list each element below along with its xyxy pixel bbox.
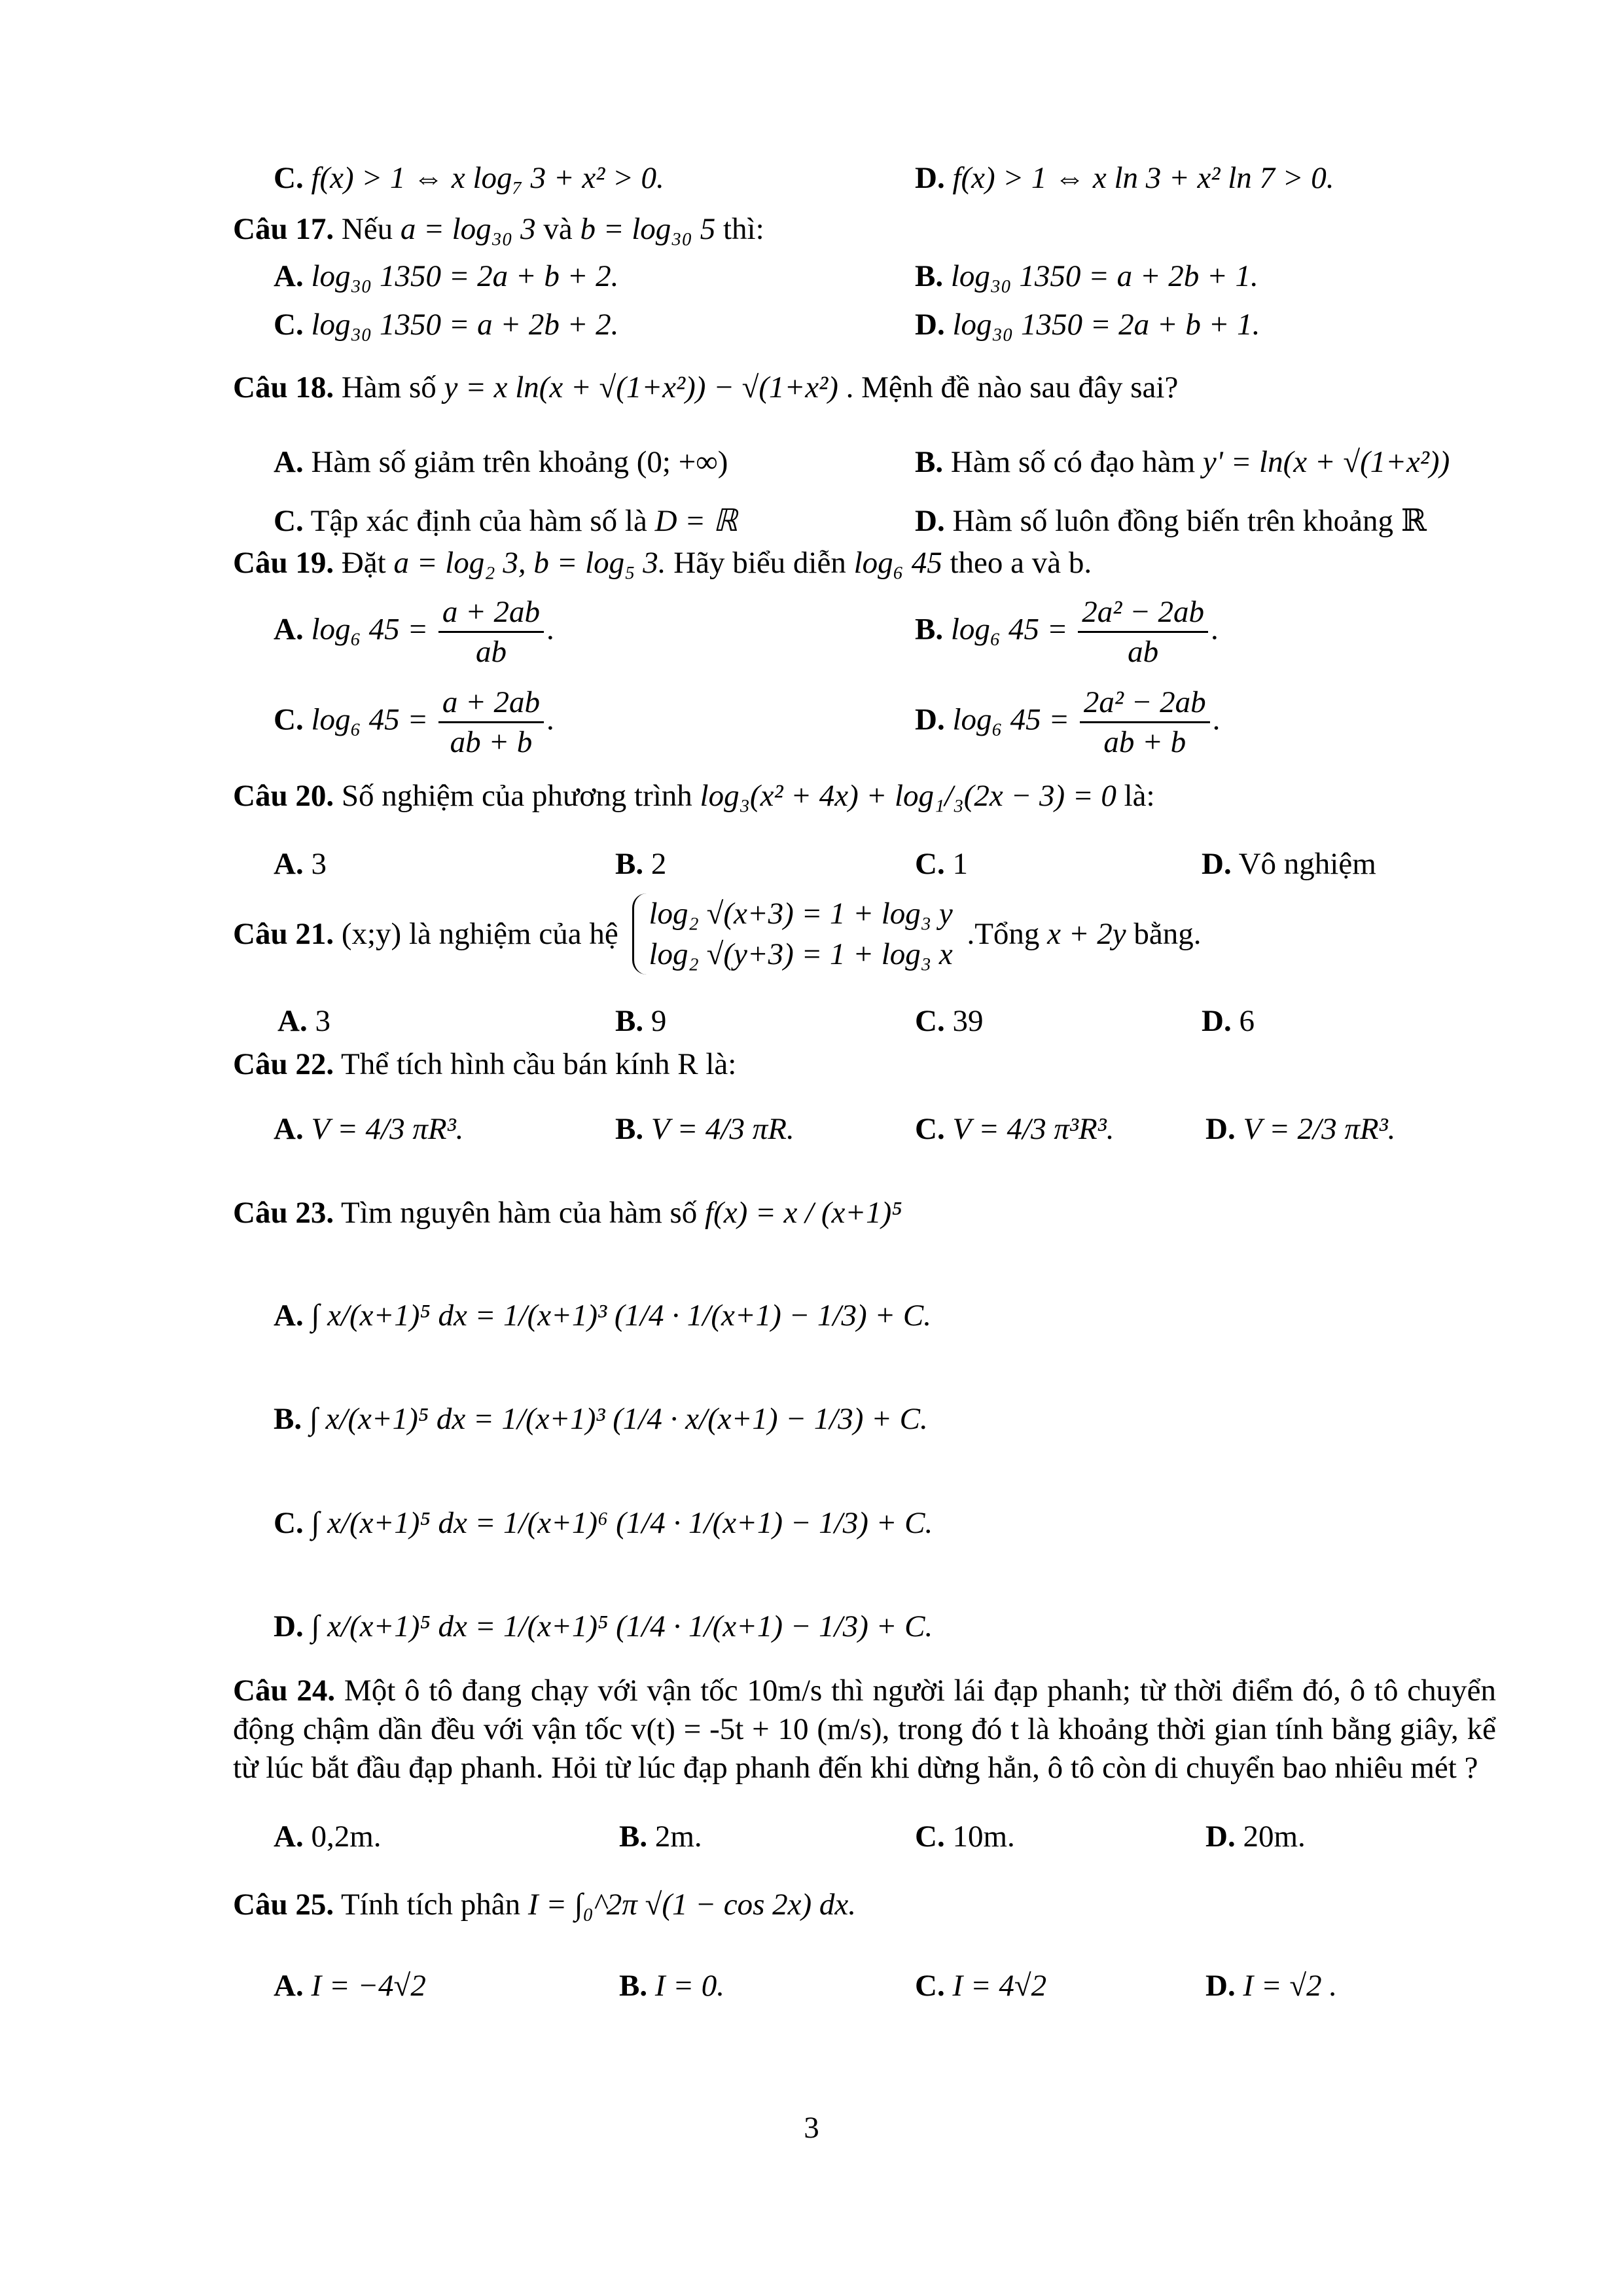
- option-lhs: log₆ 45 =: [952, 702, 1070, 737]
- question-label: Câu 17.: [233, 212, 334, 246]
- q17-option-b: [915, 257, 1258, 296]
- math-expression: b = log₃₀ 5: [580, 212, 716, 246]
- question-text: Đặt: [341, 546, 386, 580]
- q25-option-d: [1205, 1966, 1337, 2005]
- option-expression: V = 4/3 πR³.: [311, 1112, 464, 1146]
- question-text: Một ô tô đang chạy với vận tốc 10m/s thì người lái đạp phanh; từ thời điểm đó, ô tô chuyển động chậm dần đều với vận tốc v(t) = -5t + 10 (m/s), trong đó t là khoảng thời gian tính bằng giây, kể từ lúc bắt đầu đạp phanh. Hỏi từ lúc đạp phanh đến khi dừng hẳn, ô tô còn di chuyển bao nhiêu mét ?: [233, 1674, 1497, 1785]
- question-label: Câu 20.: [233, 779, 334, 813]
- numerator: a + 2ab: [438, 683, 544, 723]
- equation-system: [632, 893, 952, 975]
- option-label: B.: [615, 847, 644, 881]
- q24-option-c: [915, 1817, 1015, 1856]
- option-text: Hàm số giảm trên khoảng (0; +∞): [311, 445, 728, 479]
- q21-question: [233, 893, 1201, 975]
- option-label: B.: [915, 612, 944, 647]
- question-text: Thể tích hình cầu bán kính R là:: [341, 1047, 737, 1081]
- option-label: C.: [915, 1820, 945, 1854]
- q23-question: [233, 1183, 902, 1242]
- option-text: 2m.: [654, 1820, 702, 1854]
- option-lhs: log₆ 45 =: [311, 612, 429, 647]
- math-expression: y = x ln(x + √(1+x²)) − √(1+x²): [444, 370, 838, 404]
- option-text: 9: [651, 1004, 667, 1038]
- option-label: B.: [915, 259, 944, 293]
- q24-option-d: [1205, 1817, 1306, 1856]
- math-expression: f(x) = x / (x+1)⁵: [705, 1196, 902, 1230]
- q22-option-b: [615, 1100, 794, 1158]
- q18-option-d: [915, 501, 1427, 541]
- q21-option-b: [615, 1001, 666, 1041]
- q20-option-b: [615, 844, 666, 884]
- q23-option-c: [274, 1494, 933, 1552]
- option-expression: D = ℝ: [654, 504, 738, 538]
- option-expression: y' = ln(x + √(1+x²)): [1202, 445, 1450, 479]
- option-label: D.: [1205, 1969, 1236, 2003]
- option-label: A.: [274, 1112, 304, 1146]
- option-label: A.: [277, 1004, 308, 1038]
- option-text: 10m.: [952, 1820, 1015, 1854]
- q20-option-d: [1202, 844, 1376, 884]
- question-label: Câu 23.: [233, 1196, 334, 1230]
- option-expression: ∫ x/(x+1)⁵ dx = 1/(x+1)⁵ (1/4 · 1/(x+1) − 1/3) + C.: [311, 1609, 933, 1643]
- option-text: 20m.: [1243, 1820, 1306, 1854]
- q25-option-b: [619, 1966, 724, 2005]
- question-label: Câu 19.: [233, 546, 334, 580]
- q24-question: [233, 1672, 1496, 1787]
- question-text: bằng.: [1133, 917, 1202, 951]
- q18-question: [233, 368, 1178, 407]
- option-label: C.: [915, 1004, 945, 1038]
- option-label: B.: [274, 1402, 302, 1436]
- q22-option-d: [1205, 1100, 1395, 1158]
- option-label: C.: [915, 1969, 945, 2003]
- option-expression: V = 4/3 π³R³.: [952, 1112, 1115, 1146]
- option-label: A.: [274, 259, 304, 293]
- option-expression: ∫ x/(x+1)⁵ dx = 1/(x+1)³ (1/4 · 1/(x+1) − 1/3) + C.: [311, 1299, 931, 1333]
- q24-option-b: [619, 1817, 702, 1856]
- q19-option-c: C. log₆ 45 = $\frac{a + 2ab}{ab + b}$ .: [274, 683, 554, 761]
- option-expression: f(x) > 1 ⇔ x ln 3 + x² ln 7 > 0.: [952, 161, 1334, 195]
- q17-option-a: [274, 257, 618, 296]
- q23-option-d: [274, 1597, 933, 1656]
- q24-option-a: [274, 1817, 382, 1856]
- question-text: Số nghiệm của phương trình: [341, 779, 692, 813]
- option-label: A.: [274, 847, 304, 881]
- q19-option-a: A. log₆ 45 = $\frac{a + 2ab}{ab}$ .: [274, 593, 554, 671]
- q23-option-b: [274, 1390, 928, 1448]
- math-expression: log₃(x² + 4x) + log₁/₃(2x − 3) = 0: [700, 779, 1116, 813]
- fraction: [1080, 683, 1210, 761]
- q17-option-d: [915, 305, 1260, 344]
- option-label: A.: [274, 1969, 304, 2003]
- question-text: Nếu: [341, 212, 393, 246]
- question-label: Câu 25.: [233, 1888, 334, 1922]
- option-label: A.: [274, 612, 304, 647]
- option-label: D.: [1202, 847, 1232, 881]
- q21-option-d: [1202, 1001, 1255, 1041]
- option-label: C.: [915, 1112, 945, 1146]
- q25-option-c: [915, 1966, 1046, 2005]
- q25-question: [233, 1885, 856, 1924]
- option-text: 3: [315, 1004, 330, 1038]
- question-label: Câu 22.: [233, 1047, 334, 1081]
- math-expression: x + 2y: [1047, 917, 1126, 951]
- option-label: A.: [274, 1299, 304, 1333]
- option-lhs: log₆ 45 =: [311, 702, 429, 737]
- option-text: 2: [651, 847, 667, 881]
- option-expression: ∫ x/(x+1)⁵ dx = 1/(x+1)³ (1/4 · x/(x+1) − 1/3) + C.: [309, 1402, 928, 1436]
- math-expression: log₆ 45: [853, 546, 942, 580]
- q17-option-c: [274, 305, 618, 344]
- question-text: Tìm nguyên hàm của hàm số: [341, 1196, 698, 1230]
- option-label: C.: [274, 504, 304, 538]
- option-label: C.: [274, 161, 304, 195]
- math-expression: a = log₃₀ 3: [400, 212, 536, 246]
- denominator: ab: [1128, 635, 1159, 669]
- option-expression: log₃₀ 1350 = a + 2b + 2.: [311, 308, 619, 342]
- question-label: Câu 18.: [233, 370, 334, 404]
- fraction: [438, 593, 544, 671]
- option-text: 39: [952, 1004, 984, 1038]
- question-label: Câu 21.: [233, 917, 334, 951]
- option-text: Tập xác định của hàm số là: [310, 504, 647, 538]
- q22-question: [233, 1045, 736, 1084]
- numerator: 2a² − 2ab: [1078, 593, 1208, 633]
- option-expression: I = −4√2: [311, 1969, 426, 2003]
- denominator: ab + b: [450, 725, 533, 759]
- q20-option-c: [915, 844, 968, 884]
- question-text: theo a và b.: [950, 546, 1092, 580]
- option-text: 3: [311, 847, 327, 881]
- q19-option-b: B. log₆ 45 = $\frac{\text{2a² − 2ab}}{ab}$ .: [915, 593, 1219, 671]
- option-lhs: log₆ 45 =: [950, 612, 1068, 647]
- option-label: A.: [274, 445, 304, 479]
- q21-option-c: [915, 1001, 983, 1041]
- option-text: 6: [1239, 1004, 1255, 1038]
- option-expression: I = 4√2: [952, 1969, 1047, 2003]
- option-label: C.: [274, 308, 304, 342]
- option-label: D.: [1202, 1004, 1232, 1038]
- option-label: B.: [619, 1969, 648, 2003]
- question-text: Tính tích phân: [341, 1888, 521, 1922]
- question-text: .Tổng: [967, 917, 1040, 951]
- option-label: D.: [1205, 1112, 1236, 1146]
- option-text: Vô nghiệm: [1238, 847, 1376, 881]
- q16-option-d: [915, 158, 1334, 198]
- option-label: D.: [915, 308, 945, 342]
- option-label: C.: [274, 702, 304, 737]
- option-label: B.: [615, 1004, 644, 1038]
- option-label: B.: [619, 1820, 648, 1854]
- math-expression: I = ∫₀^2π √(1 − cos 2x) dx.: [527, 1888, 857, 1922]
- option-text: Hàm số có đạo hàm: [950, 445, 1196, 479]
- numerator: a + 2ab: [438, 593, 544, 633]
- q20-question: [233, 776, 1155, 816]
- numerator: 2a² − 2ab: [1080, 683, 1210, 723]
- q19-question: [233, 543, 1092, 583]
- q21-option-a: [277, 1001, 330, 1041]
- denominator: ab: [475, 635, 507, 669]
- option-expression: ∫ x/(x+1)⁵ dx = 1/(x+1)⁶ (1/4 · 1/(x+1) − 1/3) + C.: [311, 1506, 933, 1540]
- option-text: 1: [952, 847, 968, 881]
- option-label: B.: [915, 445, 944, 479]
- equation-2: log₂ √(y+3) = 1 + log₃ x: [649, 937, 953, 971]
- q20-option-a: [274, 844, 327, 884]
- q22-option-a: [274, 1100, 463, 1158]
- q25-option-a: [274, 1966, 426, 2005]
- fraction: [1078, 593, 1208, 671]
- option-label: C.: [274, 1506, 304, 1540]
- question-text: . Mệnh đề nào sau đây sai?: [846, 370, 1179, 404]
- page-number: 3: [804, 2111, 819, 2145]
- q22-option-c: [915, 1100, 1115, 1158]
- option-expression: I = √2 .: [1243, 1969, 1338, 2003]
- option-expression: log₃₀ 1350 = 2a + b + 2.: [311, 259, 619, 293]
- option-label: D.: [1205, 1820, 1236, 1854]
- fraction: [438, 683, 544, 761]
- question-label: Câu 24.: [233, 1674, 336, 1708]
- q17-question: [233, 209, 764, 249]
- math-expression: a = log₂ 3, b = log₅ 3.: [393, 546, 666, 580]
- option-expression: f(x) > 1 ⇔ x log₇ 3 + x² > 0.: [311, 161, 664, 195]
- option-label: A.: [274, 1820, 304, 1854]
- q18-option-c: [274, 501, 738, 541]
- question-text: là:: [1124, 779, 1155, 813]
- question-text: (x;y) là nghiệm của hệ: [341, 917, 618, 951]
- question-text: Hàm số: [341, 370, 437, 404]
- option-text: Hàm số luôn đồng biến trên khoảng ℝ: [952, 504, 1427, 538]
- option-expression: log₃₀ 1350 = a + 2b + 1.: [950, 259, 1258, 293]
- question-text: Hãy biểu diễn: [673, 546, 846, 580]
- option-label: B.: [615, 1112, 644, 1146]
- option-expression: I = 0.: [654, 1969, 724, 2003]
- option-expression: log₃₀ 1350 = 2a + b + 1.: [952, 308, 1260, 342]
- option-expression: V = 4/3 πR.: [651, 1112, 794, 1146]
- q23-option-a: [274, 1286, 931, 1345]
- q16-option-c: [274, 158, 664, 198]
- option-label: D.: [915, 702, 945, 737]
- option-label: D.: [915, 504, 945, 538]
- q18-option-a: [274, 442, 728, 482]
- question-text: và: [543, 212, 573, 246]
- option-label: C.: [915, 847, 945, 881]
- q18-option-b: [915, 442, 1450, 482]
- option-label: D.: [274, 1609, 304, 1643]
- option-expression: V = 2/3 πR³.: [1243, 1112, 1396, 1146]
- option-text: 0,2m.: [311, 1820, 382, 1854]
- option-label: D.: [915, 161, 945, 195]
- equation-1: log₂ √(x+3) = 1 + log₃ y: [649, 897, 953, 931]
- q19-option-d: D. log₆ 45 = $\frac{\text{2a² − 2ab}}{ab + b}$ .: [915, 683, 1220, 761]
- question-text: thì:: [722, 212, 764, 246]
- denominator: ab + b: [1103, 725, 1186, 759]
